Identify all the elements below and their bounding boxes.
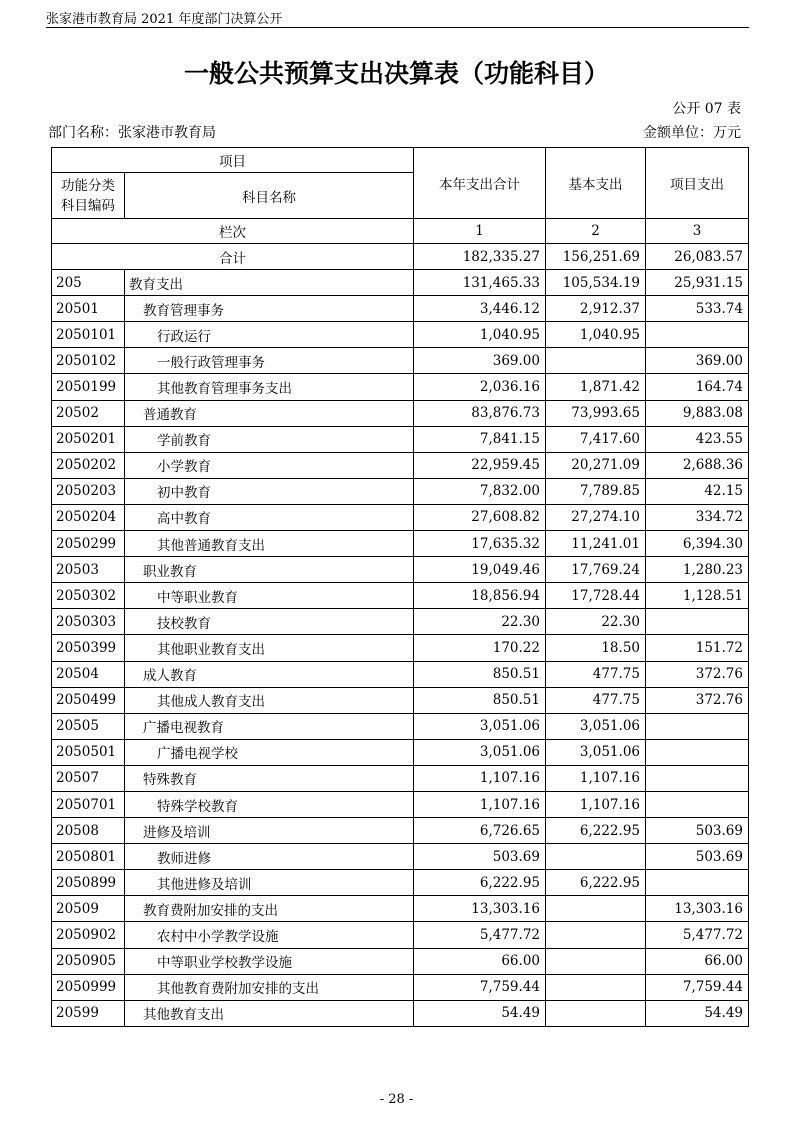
table-row [52,870,749,896]
row-project: 1,128.51 [646,583,749,609]
table-row [52,844,749,870]
row-project [646,870,749,896]
row-project: 369.00 [646,348,749,374]
row-basic: 17,769.24 [546,557,646,583]
row-total: 1,107.16 [414,765,546,791]
row-code: 2050102 [52,348,125,374]
row-basic: 18.50 [546,635,646,661]
row-name: 中等职业教育 [125,583,414,609]
row-total: 850.51 [414,661,546,687]
row-name: 教育管理事务 [125,296,414,322]
row-project [646,765,749,791]
table-row [52,687,749,713]
row-total: 131,465.33 [414,270,546,296]
row-total: 66.00 [414,948,546,974]
row-basic: 1,871.42 [546,374,646,400]
row-basic: 1,040.95 [546,322,646,348]
row-project: 6,394.30 [646,531,749,557]
row-name: 农村中小学教学设施 [125,922,414,948]
row-name: 学前教育 [125,426,414,452]
table-row [52,452,749,478]
row-basic [546,1000,646,1026]
row-code: 20504 [52,661,125,687]
row-code: 20599 [52,1000,125,1026]
row-project: 66.00 [646,948,749,974]
table-row [52,791,749,817]
row-total: 6,222.95 [414,870,546,896]
row-name: 广播电视教育 [125,713,414,739]
row-name: 一般行政管理事务 [125,348,414,374]
row-total: 3,446.12 [414,296,546,322]
row-code: 2050499 [52,687,125,713]
row-total: 5,477.72 [414,922,546,948]
row-basic: 27,274.10 [546,504,646,530]
table-row [52,374,749,400]
page-number: - 28 - [379,1092,414,1107]
row-project: 151.72 [646,635,749,661]
row-name: 高中教育 [125,504,414,530]
row-name: 其他教育支出 [125,1000,414,1026]
table-row [52,922,749,948]
table-row [52,270,749,296]
header-total: 本年支出合计 [414,148,546,219]
row-total: 22.30 [414,609,546,635]
row-basic [546,896,646,922]
row-total: 19,049.46 [414,557,546,583]
row-code: 2050902 [52,922,125,948]
row-name: 其他普通教育支出 [125,531,414,557]
row-project: 164.74 [646,374,749,400]
row-name: 行政运行 [125,322,414,348]
row-basic: 6,222.95 [546,870,646,896]
row-name: 初中教育 [125,478,414,504]
row-basic: 20,271.09 [546,452,646,478]
row-total: 1,107.16 [414,791,546,817]
row-total: 3,051.06 [414,739,546,765]
row-total: 27,608.82 [414,504,546,530]
row-code: 2050999 [52,974,125,1000]
row-code: 20502 [52,400,125,426]
row-basic: 1,107.16 [546,791,646,817]
table-row [52,296,749,322]
row-project: 7,759.44 [646,974,749,1000]
row-total: 7,841.15 [414,426,546,452]
table-row [52,557,749,583]
row-project: 503.69 [646,818,749,844]
total-basic: 156,251.69 [546,244,646,270]
row-code: 20509 [52,896,125,922]
row-basic: 477.75 [546,661,646,687]
row-project: 533.74 [646,296,749,322]
row-code: 2050201 [52,426,125,452]
row-total: 13,303.16 [414,896,546,922]
row-code: 2050299 [52,531,125,557]
row-code: 20507 [52,765,125,791]
table-row [52,504,749,530]
row-code: 2050199 [52,374,125,400]
table-number: 公开 07 表 [672,101,741,117]
row-project: 372.76 [646,687,749,713]
row-code: 2050899 [52,870,125,896]
row-project [646,791,749,817]
row-basic [546,348,646,374]
row-name: 其他成人教育支出 [125,687,414,713]
row-basic [546,948,646,974]
row-project [646,713,749,739]
row-total: 54.49 [414,1000,546,1026]
row-name: 普通教育 [125,400,414,426]
row-project: 5,477.72 [646,922,749,948]
row-total: 2,036.16 [414,374,546,400]
row-project [646,609,749,635]
row-name: 其他进修及培训 [125,870,414,896]
row-project: 423.55 [646,426,749,452]
row-total: 83,876.73 [414,400,546,426]
table-row [52,765,749,791]
row-name: 其他职业教育支出 [125,635,414,661]
row-total: 7,832.00 [414,478,546,504]
row-basic: 105,534.19 [546,270,646,296]
row-project: 503.69 [646,844,749,870]
row-project: 1,280.23 [646,557,749,583]
index-label: 栏次 [52,219,414,244]
row-name: 进修及培训 [125,818,414,844]
header-name: 科目名称 [125,173,414,219]
row-basic: 6,222.95 [546,818,646,844]
table-row [52,348,749,374]
row-total: 850.51 [414,687,546,713]
row-project: 42.15 [646,478,749,504]
table-row [52,713,749,739]
amount-unit: 金额单位：万元 [643,125,741,141]
row-code: 2050101 [52,322,125,348]
table-row [52,426,749,452]
row-code: 2050204 [52,504,125,530]
row-total: 18,856.94 [414,583,546,609]
row-project: 9,883.08 [646,400,749,426]
budget-table [51,147,749,1027]
row-code: 2050905 [52,948,125,974]
row-basic: 22.30 [546,609,646,635]
row-basic [546,844,646,870]
row-basic: 1,107.16 [546,765,646,791]
total-project: 26,083.57 [646,244,749,270]
row-name: 教师进修 [125,844,414,870]
table-row [52,661,749,687]
row-code: 20503 [52,557,125,583]
row-name: 教育费附加安排的支出 [125,896,414,922]
table-row [52,818,749,844]
index-2: 2 [546,219,646,244]
header-item: 项目 [52,148,414,173]
row-name: 其他教育管理事务支出 [125,374,414,400]
row-code: 20501 [52,296,125,322]
row-code: 2050501 [52,739,125,765]
table-row [52,478,749,504]
table-row [52,531,749,557]
header-basic: 基本支出 [546,148,646,219]
row-name: 成人教育 [125,661,414,687]
row-total: 22,959.45 [414,452,546,478]
row-basic: 7,417.60 [546,426,646,452]
row-code: 2050302 [52,583,125,609]
row-code: 2050801 [52,844,125,870]
row-basic: 7,789.85 [546,478,646,504]
row-name: 特殊学校教育 [125,791,414,817]
index-1: 1 [414,219,546,244]
row-total: 17,635.32 [414,531,546,557]
total-amount: 182,335.27 [414,244,546,270]
table-row [52,896,749,922]
row-total: 6,726.65 [414,818,546,844]
row-code: 2050203 [52,478,125,504]
row-basic: 3,051.06 [546,739,646,765]
row-total: 170.22 [414,635,546,661]
row-total: 1,040.95 [414,322,546,348]
table-row [52,400,749,426]
row-basic [546,974,646,1000]
row-project [646,322,749,348]
row-basic: 3,051.06 [546,713,646,739]
row-project: 2,688.36 [646,452,749,478]
row-name: 其他教育费附加安排的支出 [125,974,414,1000]
row-code: 20505 [52,713,125,739]
table-row [52,1000,749,1026]
row-name: 职业教育 [125,557,414,583]
row-project [646,739,749,765]
table-row [52,583,749,609]
table-row [52,322,749,348]
row-project: 372.76 [646,661,749,687]
row-basic: 477.75 [546,687,646,713]
row-basic [546,922,646,948]
row-name: 教育支出 [125,270,414,296]
row-project: 13,303.16 [646,896,749,922]
row-project: 54.49 [646,1000,749,1026]
total-label: 合计 [52,244,414,270]
row-name: 中等职业学校教学设施 [125,948,414,974]
row-total: 3,051.06 [414,713,546,739]
row-basic: 11,241.01 [546,531,646,557]
row-total: 369.00 [414,348,546,374]
table-row [52,948,749,974]
page-title: 一般公共预算支出决算表（功能科目） [183,59,609,88]
row-code: 2050399 [52,635,125,661]
row-code: 205 [52,270,125,296]
row-basic: 2,912.37 [546,296,646,322]
row-project: 334.72 [646,504,749,530]
row-total: 7,759.44 [414,974,546,1000]
running-header: 张家港市教育局 2021 年度部门决算公开 [46,12,283,27]
row-name: 特殊教育 [125,765,414,791]
row-code: 2050303 [52,609,125,635]
row-code: 20508 [52,818,125,844]
row-basic: 73,993.65 [546,400,646,426]
table-row [52,635,749,661]
table-row [52,609,749,635]
row-code: 2050202 [52,452,125,478]
table-row [52,739,749,765]
header-rule [46,27,749,28]
row-basic: 17,728.44 [546,583,646,609]
row-code: 2050701 [52,791,125,817]
row-name: 小学教育 [125,452,414,478]
row-name: 技校教育 [125,609,414,635]
department-name: 部门名称：张家港市教育局 [48,125,216,141]
row-name: 广播电视学校 [125,739,414,765]
header-code: 功能分类科目编码 [52,173,125,219]
row-total: 503.69 [414,844,546,870]
row-project: 25,931.15 [646,270,749,296]
index-3: 3 [646,219,749,244]
header-project: 项目支出 [646,148,749,219]
table-row [52,974,749,1000]
